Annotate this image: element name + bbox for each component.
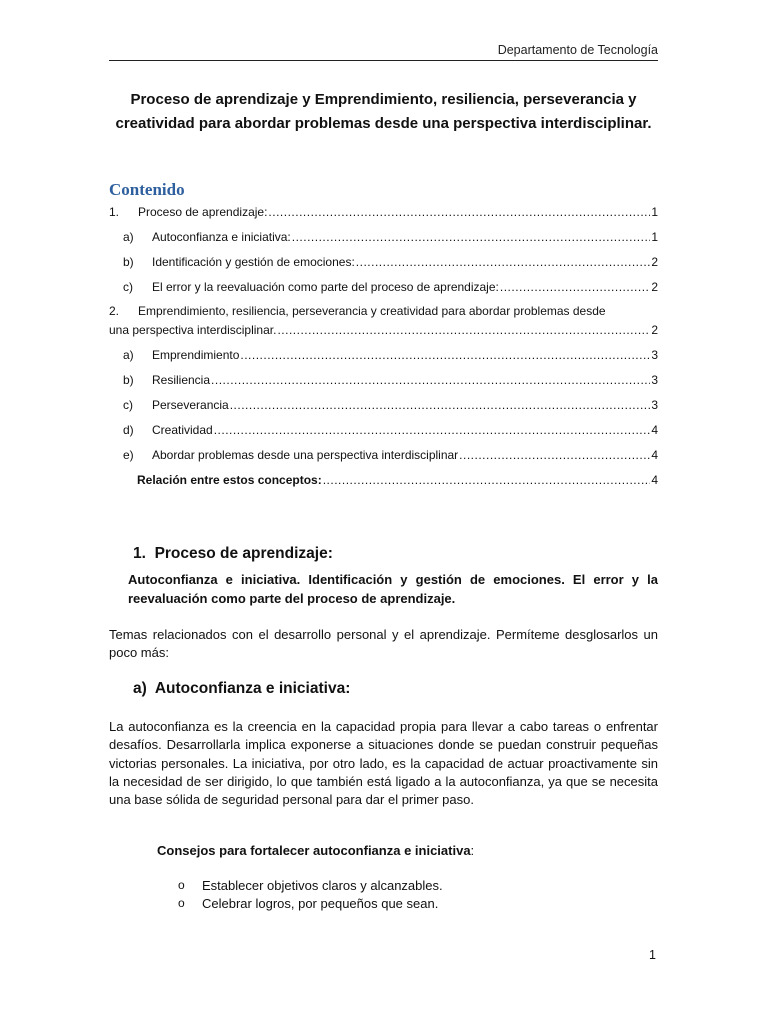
- toc-entry-page: 3: [651, 348, 658, 362]
- toc-entry-number: b): [123, 373, 134, 387]
- toc-entry-label: Emprendimiento: [152, 348, 240, 362]
- toc-entry-2e[interactable]: [123, 448, 658, 466]
- list-item: [178, 878, 443, 896]
- toc-entry-number: c): [123, 398, 133, 412]
- toc-entry-label: Abordar problemas desde una perspectiva interdisciplinar: [152, 448, 459, 462]
- toc-leader-dots: [230, 398, 651, 412]
- section-a-title: Autoconfianza e iniciativa:: [154, 680, 351, 697]
- toc-entry-page: 4: [651, 448, 658, 462]
- header-department: Departamento de Tecnología: [497, 43, 658, 57]
- toc-leader-dots: [268, 205, 650, 219]
- section-1-title: Proceso de aprendizaje:: [154, 545, 333, 562]
- section-a-heading: [133, 680, 350, 698]
- tips-list: [178, 878, 443, 914]
- toc-entry-1[interactable]: [109, 205, 658, 223]
- toc-entry-page: 2: [651, 255, 658, 269]
- toc-leader-dots: [211, 373, 650, 387]
- toc-entry-label: Emprendimiento, resiliencia, perseverancia y creatividad para abordar problemas desde: [138, 304, 606, 318]
- toc-entry-label: Autoconfianza e iniciativa:: [152, 230, 291, 244]
- list-item: [178, 896, 443, 914]
- list-item-text: Celebrar logros, por pequeños que sean.: [202, 896, 439, 911]
- toc-entry-label: Creatividad: [152, 423, 213, 437]
- list-item-text: Establecer objetivos claros y alcanzables.: [202, 878, 443, 893]
- toc-entry-2d[interactable]: [123, 423, 658, 441]
- toc-leader-dots: [356, 255, 651, 269]
- toc-leader-dots: [292, 230, 651, 244]
- toc-entry-label: Proceso de aprendizaje:: [138, 205, 268, 219]
- toc-entry-label: Perseverancia: [152, 398, 229, 412]
- toc-entry-2c[interactable]: [123, 398, 658, 416]
- section-1-heading: [133, 545, 333, 563]
- toc-entry-label: Relación entre estos conceptos:: [137, 473, 322, 487]
- toc-entry-2[interactable]: [109, 323, 658, 341]
- toc-entry-2b[interactable]: [123, 373, 658, 391]
- toc-entry-1c[interactable]: [123, 280, 658, 298]
- toc-entry-page: 3: [651, 373, 658, 387]
- document-title: Proceso de aprendizaje y Emprendimiento, resiliencia, perseverancia y creatividad para abordar problemas desde una perspectiva interdisciplinar.: [115, 91, 652, 132]
- toc-entry-page: 1: [651, 230, 658, 244]
- toc-entry-number: d): [123, 423, 134, 437]
- toc-entry-relacion[interactable]: [137, 473, 658, 491]
- toc-entry-page: 4: [651, 473, 658, 487]
- toc-entry-label: Resiliencia: [152, 373, 211, 387]
- toc-leader-dots: [240, 348, 650, 362]
- section-a-paragraph: La autoconfianza es la creencia en la capacidad propia para llevar a cabo tareas o enfrentar desafíos. Desarrollarla implica exponerse a situaciones donde se puedan construir pequeñas victorias personales. La iniciativa, por otro lado, es la capacidad de actuar proactivamente sin la necesidad de ser dirigido, lo que también está ligado a la autoconfianza, ya que se necesita una base sólida de seguridad personal para dar el primer paso.: [109, 719, 658, 808]
- toc-entry-1a[interactable]: [123, 230, 658, 248]
- toc-entry-number: 1.: [109, 205, 120, 219]
- hollow-bullet-icon: o: [178, 878, 185, 892]
- tips-heading-colon: :: [470, 843, 475, 858]
- section-1-subtitle: Autoconfianza e iniciativa. Identificación y gestión de emociones. El error y la reevaluación como parte del proceso de aprendizaje.: [128, 572, 658, 606]
- toc-entry-number: b): [123, 255, 134, 269]
- toc-entry-number: a): [123, 348, 134, 362]
- toc-leader-dots: [500, 280, 650, 294]
- toc-entry-number: c): [123, 280, 133, 294]
- toc-leader-dots: [214, 423, 651, 437]
- toc-entry-label: Identificación y gestión de emociones:: [152, 255, 355, 269]
- toc-entry-page: 1: [651, 205, 658, 219]
- toc-leader-dots: [323, 473, 651, 487]
- tips-heading: [157, 843, 474, 858]
- hollow-bullet-icon: o: [178, 896, 185, 910]
- toc-entry-number: a): [123, 230, 134, 244]
- section-1-number: 1.: [133, 545, 146, 562]
- toc-entry-1b[interactable]: [123, 255, 658, 273]
- toc-entry-label: El error y la reevaluación como parte del proceso de aprendizaje:: [152, 280, 499, 294]
- toc-entry-page: 3: [651, 398, 658, 412]
- toc-entry-page: 4: [651, 423, 658, 437]
- toc-entry-page: 2: [651, 323, 658, 337]
- toc-entry-number: e): [123, 448, 134, 462]
- toc-entry-page: 2: [651, 280, 658, 294]
- page-number: 1: [649, 948, 656, 962]
- toc-entry-2a[interactable]: [123, 348, 658, 366]
- toc-heading: Contenido: [109, 180, 185, 199]
- toc-leader-dots: [277, 323, 650, 337]
- section-a-letter: a): [133, 680, 147, 697]
- toc-entry-number: 2.: [109, 304, 120, 318]
- tips-heading-text: Consejos para fortalecer autoconfianza e iniciativa: [157, 843, 471, 858]
- header-divider: [109, 60, 658, 61]
- toc-entry-2-line1[interactable]: [109, 304, 658, 318]
- section-1-intro: Temas relacionados con el desarrollo personal y el aprendizaje. Permíteme desglosarlos un poco más:: [109, 627, 658, 661]
- toc-leader-dots: [459, 448, 650, 462]
- toc-entry-label-continued: una perspectiva interdisciplinar.: [109, 323, 277, 337]
